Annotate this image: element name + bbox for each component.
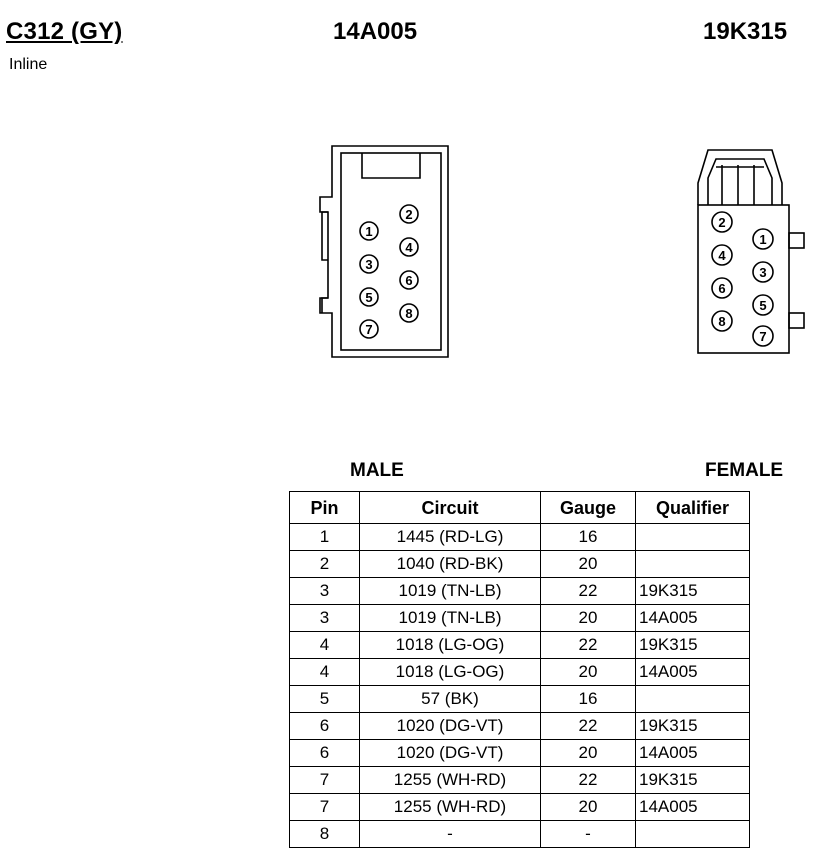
pin-cell: 7	[290, 794, 360, 821]
female-pin-label: 4	[718, 248, 726, 263]
female-view-label: FEMALE	[705, 460, 784, 481]
column-header-gauge: Gauge	[541, 492, 636, 524]
table-header-row	[290, 492, 750, 524]
circuit-cell: 1445 (RD-LG)	[360, 524, 541, 551]
circuit-cell: 1018 (LG-OG)	[360, 632, 541, 659]
table-row	[290, 605, 750, 632]
male-pin-label: 8	[405, 306, 413, 321]
table-row	[290, 524, 750, 551]
gauge-cell: 22	[541, 713, 636, 740]
circuit-cell: 1019 (TN-LB)	[360, 578, 541, 605]
gauge-cell: 20	[541, 659, 636, 686]
circuit-cell: 1040 (RD-BK)	[360, 551, 541, 578]
male-pin-group	[360, 205, 418, 338]
pin-cell: 6	[290, 713, 360, 740]
pin-cell: 3	[290, 578, 360, 605]
qualifier-cell: 14A005	[636, 659, 750, 686]
table-row	[290, 767, 750, 794]
circuit-cell: -	[360, 821, 541, 848]
female-pin-label: 2	[718, 215, 726, 230]
gauge-cell: 16	[541, 686, 636, 713]
pin-cell: 2	[290, 551, 360, 578]
table-row	[290, 659, 750, 686]
pinout-table-body	[290, 524, 750, 848]
table-row	[290, 713, 750, 740]
qualifier-cell: 19K315	[636, 767, 750, 794]
qualifier-cell	[636, 551, 750, 578]
table-row	[290, 821, 750, 848]
column-header-pin: Pin	[290, 492, 360, 524]
male-pin-label: 4	[405, 240, 413, 255]
female-pin-group	[712, 212, 773, 346]
qualifier-cell: 19K315	[636, 632, 750, 659]
gauge-cell: 20	[541, 794, 636, 821]
circuit-cell: 1019 (TN-LB)	[360, 605, 541, 632]
connector-id: C312 (GY)	[6, 18, 123, 45]
qualifier-cell: 14A005	[636, 740, 750, 767]
circuit-cell: 1020 (DG-VT)	[360, 740, 541, 767]
female-part-number: 19K315	[703, 18, 788, 45]
female-pin-label: 3	[759, 265, 767, 280]
circuit-cell: 1018 (LG-OG)	[360, 659, 541, 686]
gauge-cell: 20	[541, 740, 636, 767]
gauge-cell: 22	[541, 767, 636, 794]
female-pin-label: 5	[759, 298, 767, 313]
female-pin-label: 1	[759, 232, 767, 247]
column-header-qualifier: Qualifier	[636, 492, 750, 524]
circuit-cell: 1255 (WH-RD)	[360, 794, 541, 821]
table-row	[290, 578, 750, 605]
pin-cell: 3	[290, 605, 360, 632]
qualifier-cell: 14A005	[636, 605, 750, 632]
female-connector-diagram	[690, 145, 815, 360]
gauge-cell: 22	[541, 632, 636, 659]
gauge-cell: 22	[541, 578, 636, 605]
qualifier-cell	[636, 686, 750, 713]
column-header-circuit: Circuit	[360, 492, 541, 524]
pin-cell: 6	[290, 740, 360, 767]
pin-cell: 7	[290, 767, 360, 794]
table-row	[290, 551, 750, 578]
gauge-cell: 16	[541, 524, 636, 551]
male-pin-label: 7	[365, 322, 373, 337]
pin-cell: 5	[290, 686, 360, 713]
pinout-table	[289, 491, 750, 848]
table-row	[290, 794, 750, 821]
connector-type: Inline	[9, 56, 48, 73]
circuit-cell: 57 (BK)	[360, 686, 541, 713]
qualifier-cell	[636, 524, 750, 551]
pin-cell: 4	[290, 659, 360, 686]
gauge-cell: -	[541, 821, 636, 848]
qualifier-cell: 19K315	[636, 578, 750, 605]
male-pin-label: 2	[405, 207, 413, 222]
male-pin-label: 1	[365, 224, 373, 239]
circuit-cell: 1020 (DG-VT)	[360, 713, 541, 740]
circuit-cell: 1255 (WH-RD)	[360, 767, 541, 794]
qualifier-cell	[636, 821, 750, 848]
pin-cell: 4	[290, 632, 360, 659]
male-part-number: 14A005	[333, 18, 418, 45]
table-row	[290, 632, 750, 659]
female-pin-label: 8	[718, 314, 726, 329]
male-pin-label: 6	[405, 273, 413, 288]
male-pin-label: 5	[365, 290, 373, 305]
table-row	[290, 686, 750, 713]
pin-cell: 1	[290, 524, 360, 551]
male-view-label: MALE	[350, 460, 404, 481]
gauge-cell: 20	[541, 605, 636, 632]
qualifier-cell: 14A005	[636, 794, 750, 821]
male-connector-diagram	[300, 140, 460, 365]
qualifier-cell: 19K315	[636, 713, 750, 740]
female-pin-label: 7	[759, 329, 767, 344]
pin-cell: 8	[290, 821, 360, 848]
table-row	[290, 740, 750, 767]
female-pin-label: 6	[718, 281, 726, 296]
male-pin-label: 3	[365, 257, 373, 272]
gauge-cell: 20	[541, 551, 636, 578]
